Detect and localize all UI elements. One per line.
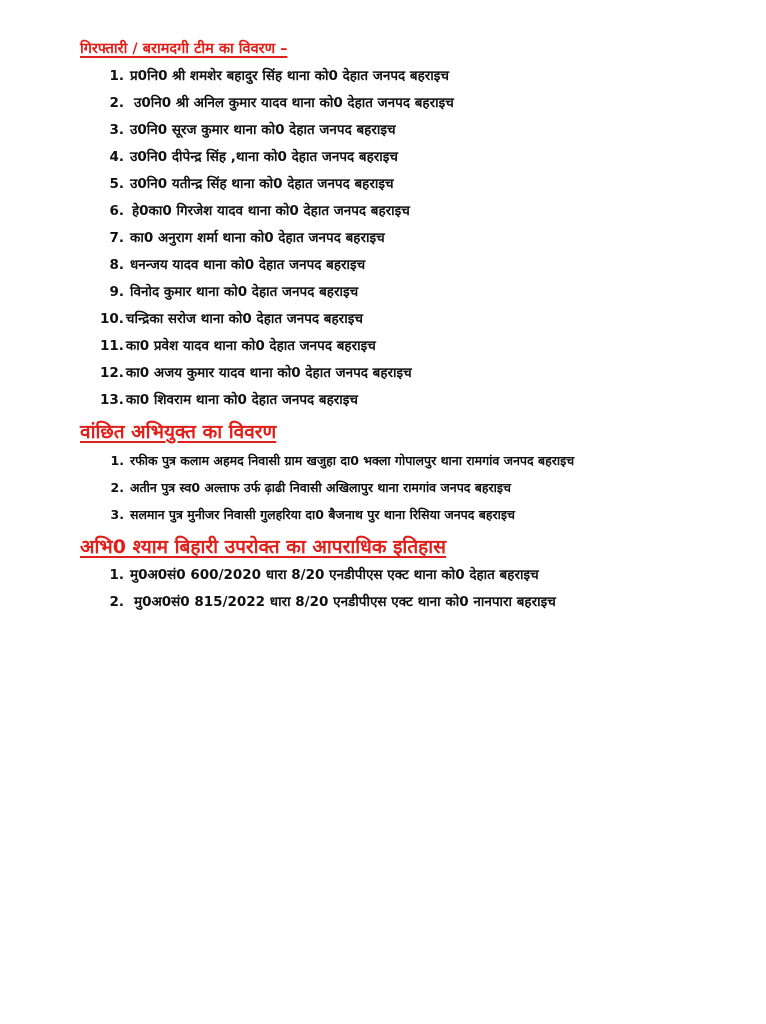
list-item-text: का0 शिवराम थाना को0 देहात जनपद बहराइच <box>125 392 358 408</box>
list-item <box>100 121 396 139</box>
list-item-number: 10. <box>100 311 124 327</box>
list-item <box>100 364 412 382</box>
list-item-number: 1. <box>109 68 124 84</box>
list-item-number: 2. <box>109 95 124 111</box>
list-item <box>100 479 511 497</box>
list-item-number: 2. <box>110 480 124 495</box>
list-item <box>100 175 394 193</box>
list-item-number: 4. <box>109 149 124 165</box>
list-item-number: 7. <box>109 230 124 246</box>
list-item-number: 1. <box>109 567 124 583</box>
section-heading-criminal-history: अभि0 श्याम बिहारी उपरोक्त का आपराधिक इतिहास <box>80 536 447 558</box>
list-item <box>100 337 376 355</box>
list-item-text: का0 अनुराग शर्मा थाना को0 देहात जनपद बहराइच <box>130 230 385 246</box>
list-item-number: 9. <box>109 284 124 300</box>
list-item <box>100 310 363 328</box>
list-item <box>100 566 539 584</box>
list-item <box>100 593 556 611</box>
list-item-text: चन्द्रिका सरोज थाना को0 देहात जनपद बहराइच <box>125 311 363 327</box>
list-item-text: धनन्जय यादव थाना को0 देहात जनपद बहराइच <box>130 257 366 273</box>
list-item <box>100 94 454 112</box>
list-item <box>100 67 449 85</box>
list-item-text: मु0अ0सं0 600/2020 धारा 8/20 एनडीपीएस एक्ट थाना को0 देहात बहराइच <box>130 567 539 583</box>
list-item-number: 5. <box>109 176 124 192</box>
list-item-text: उ0नि0 दीपेन्द्र सिंह ,थाना को0 देहात जनपद बहराइच <box>130 149 399 165</box>
list-item-text: का0 अजय कुमार यादव थाना को0 देहात जनपद बहराइच <box>125 365 412 381</box>
list-item-text: प्र0नि0 श्री शमशेर बहादुर सिंह थाना को0 देहात जनपद बहराइच <box>130 68 449 84</box>
list-item-number: 3. <box>110 507 124 522</box>
list-item-number: 11. <box>100 338 124 354</box>
list-item-text: मु0अ0सं0 815/2022 धारा 8/20 एनडीपीएस एक्ट थाना को0 नानपारा बहराइच <box>134 594 556 610</box>
list-item <box>100 148 398 166</box>
list-item <box>100 506 515 524</box>
list-item <box>100 452 574 470</box>
list-item-number: 6. <box>109 203 124 219</box>
list-item <box>100 391 358 409</box>
list-item-number: 8. <box>109 257 124 273</box>
list-item <box>100 283 358 301</box>
section-heading-wanted-accused: वांछित अभियुक्त का विवरण <box>80 421 277 443</box>
list-item <box>100 256 365 274</box>
list-item-text: सलमान पुत्र मुनीजर निवासी गुलहरिया दा0 बैजनाथ पुर थाना रिसिया जनपद बहराइच <box>130 507 515 522</box>
list-item-text: विनोद कुमार थाना को0 देहात जनपद बहराइच <box>130 284 359 300</box>
list-item-number: 13. <box>100 392 124 408</box>
list-item-text: उ0नि0 यतीन्द्र सिंह थाना को0 देहात जनपद बहराइच <box>130 176 394 192</box>
list-item-text: का0 प्रवेश यादव थाना को0 देहात जनपद बहराइच <box>125 338 376 354</box>
list-item-number: 2. <box>109 594 124 610</box>
list-item <box>100 229 385 247</box>
list-item-text: रफीक पुत्र कलाम अहमद निवासी ग्राम खजुहा दा0 भक्ला गोपालपुर थाना रामगांव जनपद बहराइच <box>130 453 575 468</box>
list-item <box>100 202 410 220</box>
list-item-text: उ0नि0 सूरज कुमार थाना को0 देहात जनपद बहराइच <box>130 122 396 138</box>
list-item-text: उ0नि0 श्री अनिल कुमार यादव थाना को0 देहात जनपद बहराइच <box>134 95 454 111</box>
list-item-number: 1. <box>110 453 124 468</box>
section-heading-arrest-team: गिरफ्तारी / बरामदगी टीम का विवरण – <box>80 41 288 57</box>
list-item-number: 3. <box>109 122 124 138</box>
list-item-text: अतीन पुत्र स्व0 अल्ताफ उर्फ ढ़ाढी निवासी अखिलापुर थाना रामगांव जनपद बहराइच <box>130 480 511 495</box>
list-item-number: 12. <box>100 365 124 381</box>
list-item-text: हे0का0 गिरजेश यादव थाना को0 देहात जनपद बहराइच <box>132 203 410 219</box>
